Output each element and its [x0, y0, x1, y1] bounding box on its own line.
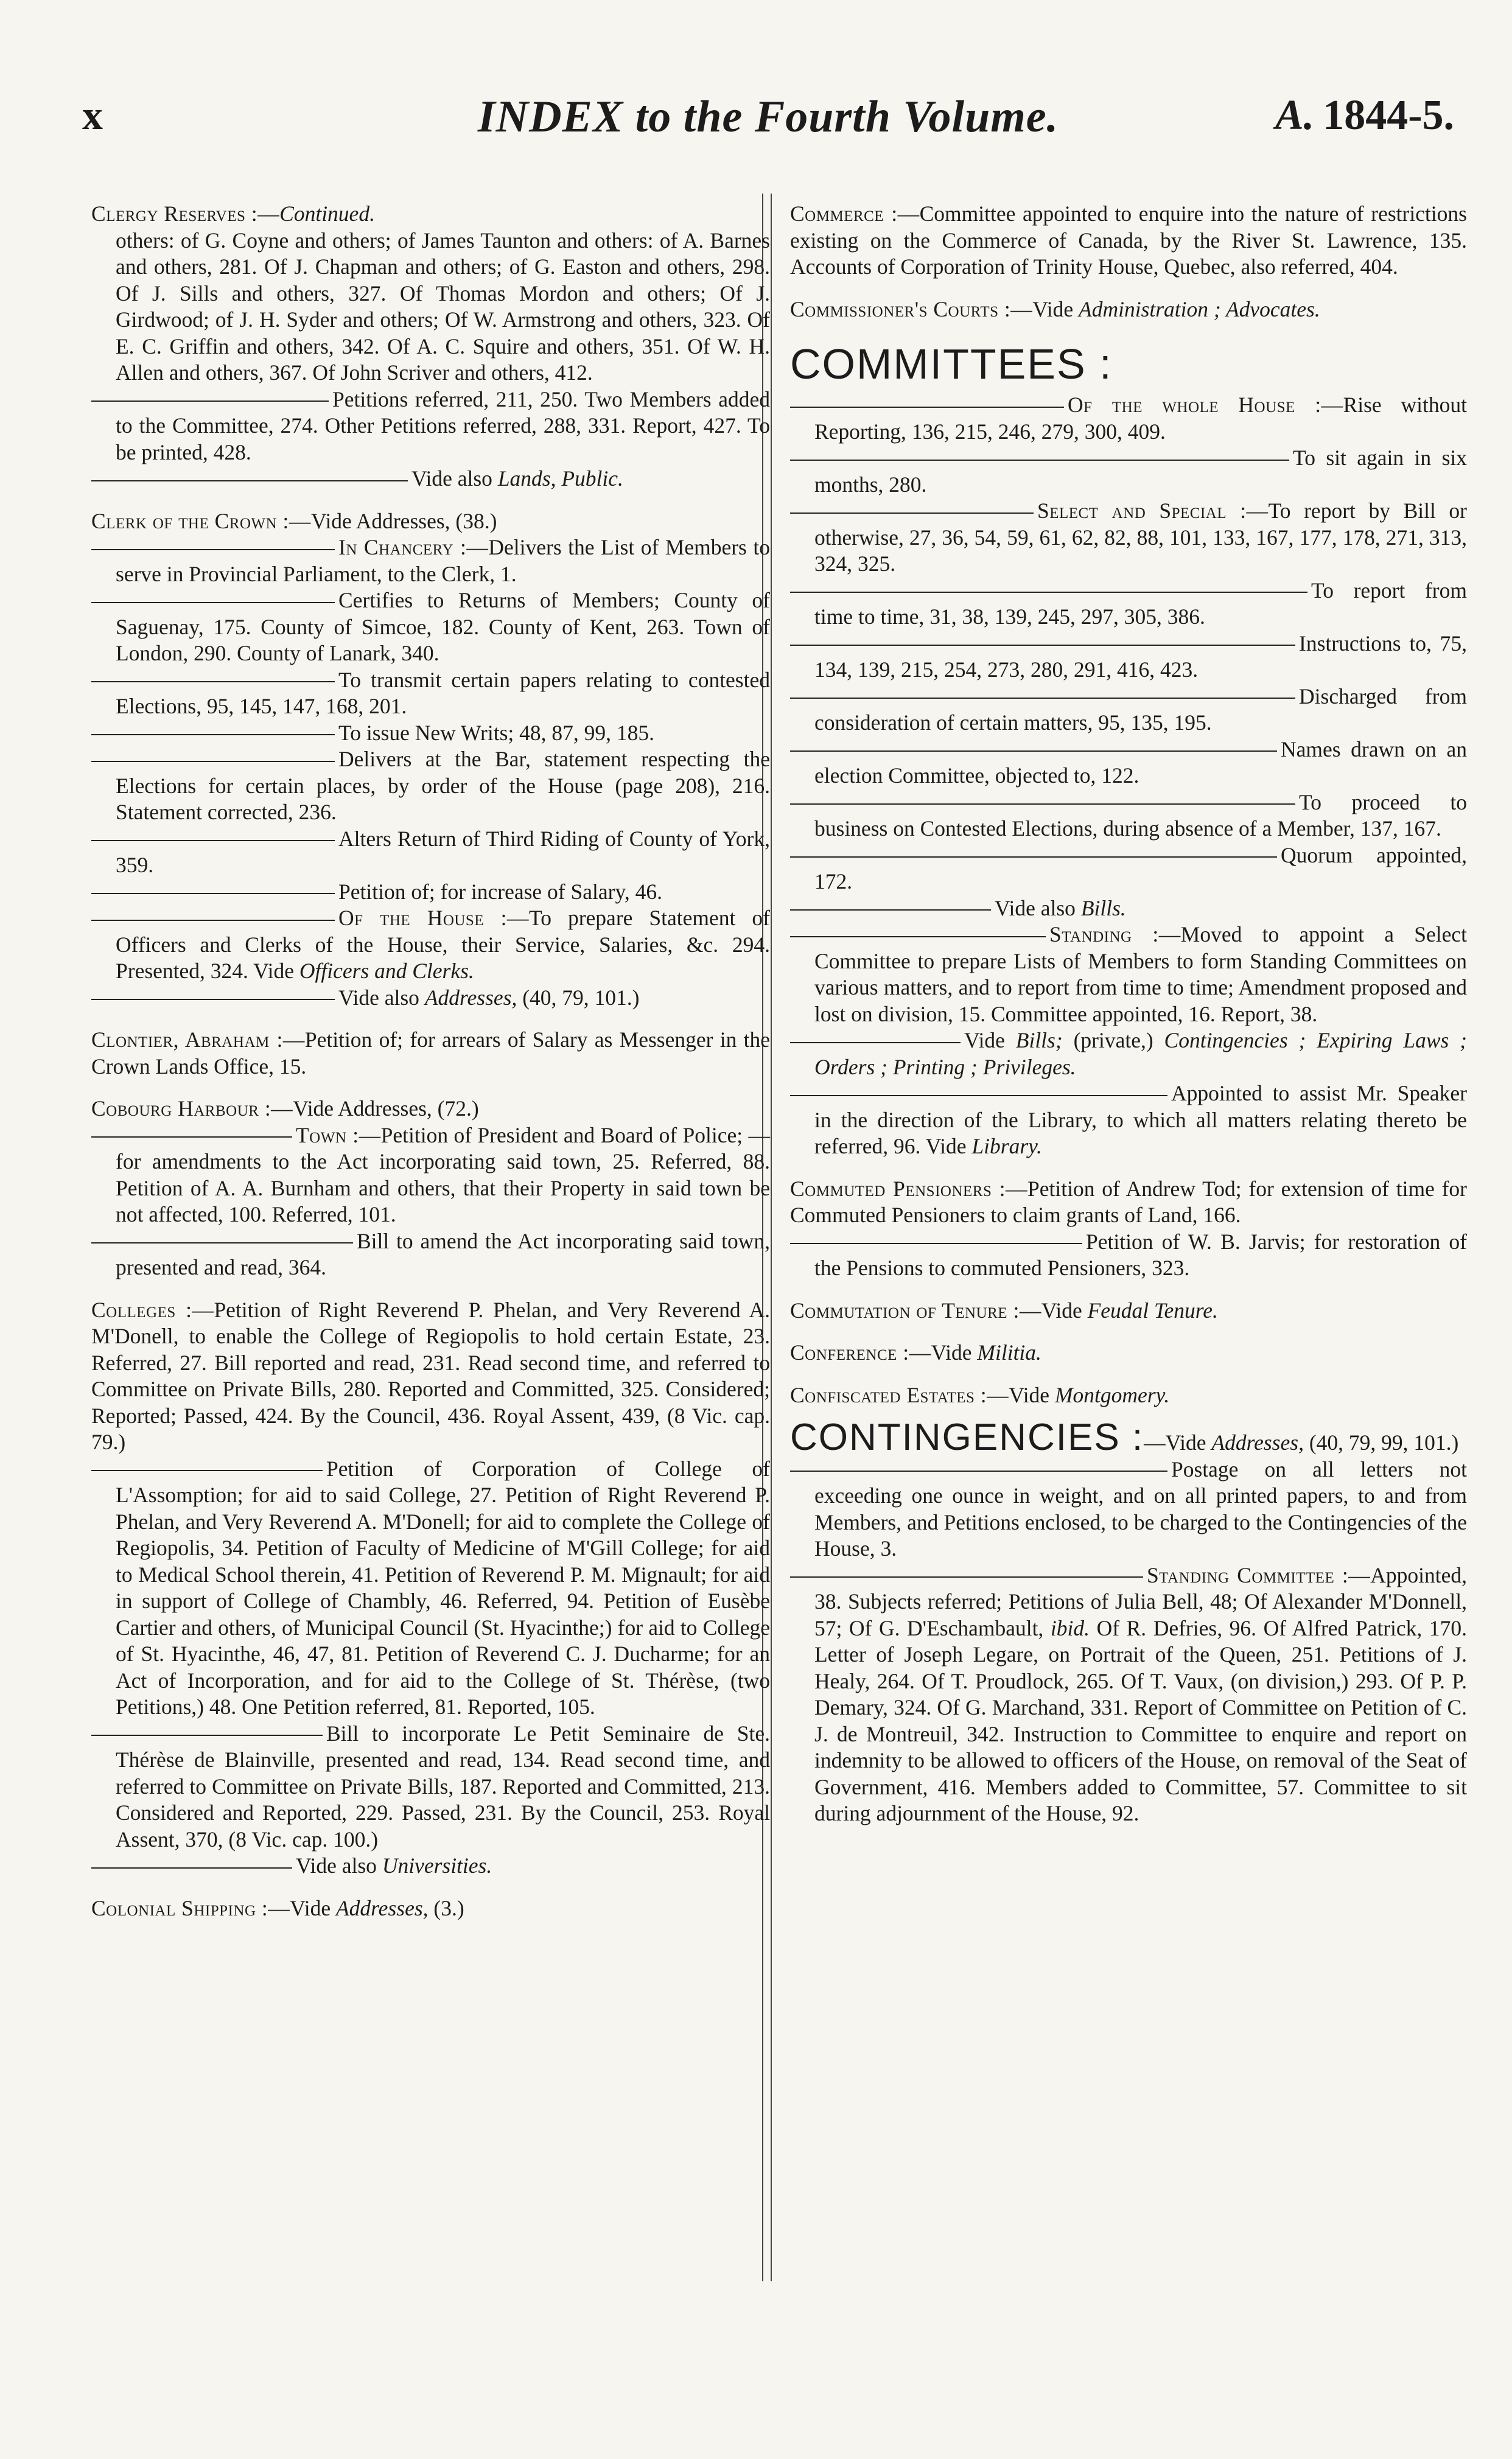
- entry-commuted-pensioners: [790, 1176, 1467, 1282]
- rule-dash: [790, 460, 1289, 461]
- continued-note: Continued.: [279, 201, 375, 226]
- sub-entry: Of the House :—To prepare Statement of Officers and Clerks of the House, their Service, Salaries, &c. 294. Presented, 324. Vide Officers and Clerks.: [91, 905, 770, 985]
- sub-entry: Town :—Petition of President and Board of Police; —for amendments to the Act incorporating said town, 25. Referred, 88. Petition of A. A. Burnham and others, that their Property in said town be not affected, 100. Referred, 101.: [91, 1122, 770, 1228]
- rule-dash: [790, 512, 1034, 514]
- page-title: INDEX to the Fourth Volume.: [477, 92, 1059, 142]
- entry-contingencies: CONTINGENCIES :—Vide Addresses, (40, 79, 99, 101.) Postage on all letters not exceeding one ounce in weight, and on all printed papers, to and from Members, and Petitions enclosed, to be charged to the Contingencies of the House, 3. Standing Committee :—Appointed, 38. Subjects referred; Petitions of Julia Bell, 48; Of Alexander M'Donnell, 57; Of G. D'Eschambault, ibid. Of R. Defries, 96. Of Alfred Patrick, 170. Letter of Joseph Legare, on Portrait of the Queen, 251. Petitions of J. Healy, 264. Of T. Proudlock, 265. Of T. Vaux, (on division,) 293. Of P. P. Demary, 324. Of G. Marchand, 331. Report of Committee on Petition of C. J. de Montreuil, 342. Instruction to Committee to enquire and report on indemnity to be allowed to officers of the House, on removal of the Seat of Government, 416. Members added to Committee, 57. Committee to sit during adjournment of the House, 92.: [790, 1424, 1467, 1827]
- rule-dash: [790, 645, 1295, 646]
- entry-colleges: [91, 1297, 770, 1880]
- rule-dash: [91, 920, 335, 921]
- sub-entry: In Chancery :—Delivers the List of Members to serve in Provincial Parliament, to the Clerk, 1.: [91, 534, 770, 587]
- rule-dash: [790, 407, 1064, 408]
- page-numeral: x: [82, 92, 103, 138]
- entry-heading: Commutation of Tenure :—: [790, 1298, 1041, 1323]
- rule-dash: [91, 893, 335, 894]
- entry-heading: Colleges :—: [91, 1297, 214, 1322]
- sub-entry: Vide also Bills.: [790, 895, 1467, 922]
- sub-entry: Petition of W. B. Jarvis; for restoration of the Pensions to commuted Pensioners, 323.: [790, 1229, 1467, 1282]
- entry-commerce: [790, 201, 1467, 281]
- rule-dash: [790, 1243, 1082, 1244]
- rule-dash: [91, 1136, 292, 1138]
- rule-dash: [790, 1095, 1167, 1096]
- entry-heading: Commerce :—: [790, 201, 920, 226]
- sub-entry: Instructions to, 75, 134, 139, 215, 254, 273, 280, 291, 416, 423.: [790, 631, 1467, 684]
- entry-heading: Clontier, Abraham :—: [91, 1027, 305, 1052]
- entry-clontier-abraham: [91, 1027, 770, 1080]
- entry-committees: [790, 338, 1467, 1160]
- sub-entry: Of the whole House :—Rise without Reporting, 136, 215, 246, 279, 300, 409.: [790, 392, 1467, 445]
- entry-text: Petition of; for arrears of Salary as Messenger in the Crown Lands Office, 15.: [91, 1027, 770, 1079]
- sub-entry: Vide also Universities.: [91, 1853, 770, 1880]
- entry-heading: Cobourg Harbour :—: [91, 1096, 293, 1121]
- rule-dash: [790, 1471, 1167, 1472]
- right-column: [790, 201, 1467, 1843]
- left-column: [91, 201, 770, 1937]
- sub-entry: Names drawn on an election Committee, objected to, 122.: [790, 736, 1467, 789]
- sub-entry: Bill to amend the Act incorporating said town, presented and read, 364.: [91, 1228, 770, 1281]
- page-year: [1275, 91, 1454, 140]
- entry-heading: Commissioner's Courts :—: [790, 296, 1033, 321]
- rule-dash: [91, 1867, 292, 1869]
- sub-entry: To transmit certain papers relating to contested Elections, 95, 145, 147, 168, 201.: [91, 667, 770, 720]
- rule-dash: [91, 1735, 323, 1736]
- rule-dash: [790, 856, 1277, 858]
- sub-entry: Standing Committee :—Appointed, 38. Subjects referred; Petitions of Julia Bell, 48; Of Alexander M'Donnell, 57; Of G. D'Eschambault, ibid. Of R. Defries, 96. Of Alfred Patrick, 170. Letter of Joseph Legare, on Portrait of the Queen, 251. Petitions of J. Healy, 264. Of T. Proudlock, 265. Of T. Vaux, (on division,) 293. Of P. P. Demary, 324. Of G. Marchand, 331. Report of Committee on Petition of C. J. de Montreuil, 342. Instruction to Committee to enquire and report on indemnity to be allowed to officers of the House, on removal of the Seat of Government, 416. Members added to Committee, 57. Committee to sit during adjournment of the House, 92.: [790, 1562, 1467, 1827]
- entry-heading: Clergy Reserves :—: [91, 201, 280, 226]
- entry-text: Vide Addresses, (38.): [310, 508, 497, 533]
- sub-entry: Quorum appointed, 172.: [790, 842, 1467, 895]
- sub-entry: Vide also Addresses, (40, 79, 101.): [91, 985, 770, 1012]
- entry-clerk-of-the-crown: [91, 508, 770, 1012]
- rule-dash: [790, 936, 1046, 937]
- rule-dash: [91, 734, 335, 735]
- sub-entry: Vide also Lands, Public.: [91, 466, 770, 492]
- entry-clergy-reserves: [91, 201, 770, 492]
- sub-entry: Petition of; for increase of Salary, 46.: [91, 879, 770, 906]
- rule-dash: [91, 602, 335, 603]
- entry-cobourg-harbour: [91, 1096, 770, 1281]
- sub-entry: Appointed to assist Mr. Speaker in the direction of the Library, to which all matters relating thereto be referred, 96. Vide Library.: [790, 1080, 1467, 1160]
- rule-dash: [91, 480, 408, 481]
- rule-dash: [91, 1470, 323, 1471]
- section-heading-contingencies: CONTINGENCIES :: [790, 1416, 1144, 1458]
- sub-entry: To report from time to time, 31, 38, 139, 245, 297, 305, 386.: [790, 578, 1467, 631]
- rule-dash: [790, 1576, 1143, 1578]
- entry-text: Committee appointed to enquire into the nature of restrictions existing on the Commerce of Canada, by the River St. Lawrence, 135. Accounts of Corporation of Trinity House, Quebec, also referred, 404.: [790, 201, 1467, 279]
- sub-entry: Certifies to Returns of Members; County of Saguenay, 175. County of Simcoe, 182. County of Kent, 263. Town of London, 290. County of Lanark, 340.: [91, 587, 770, 667]
- rule-dash: [790, 698, 1295, 699]
- rule-dash: [91, 1242, 353, 1243]
- rule-dash: [91, 549, 335, 550]
- year-letter: A.: [1275, 92, 1315, 139]
- sub-entry: To issue New Writs; 48, 87, 99, 185.: [91, 720, 770, 747]
- entry-heading: Clerk of the Crown :—: [91, 508, 311, 533]
- rule-dash: [790, 750, 1277, 752]
- entry-text: Petition of Right Reverend P. Phelan, and Very Reverend A. M'Donell, to enable the College of Regiopolis to hold certain Estate, 23. Referred, 27. Bill reported and read, 231. Read second time, and referred to Committee on Private Bills, 280. Reported and Committed, 325. Considered; Reported; Passed, 424. By the Council, 436. Royal Assent, 439, (8 Vic. cap. 79.): [91, 1297, 770, 1454]
- section-heading-committees: COMMITTEES :: [790, 340, 1113, 388]
- sub-entry: Vide Bills; (private,) Contingencies ; Expiring Laws ; Orders ; Printing ; Privileges.: [790, 1027, 1467, 1080]
- sub-entry: Petition of Corporation of College of L'Assomption; for aid to said College, 27. Petition of Right Reverend P. Phelan, and Very Reverend A. M'Donell; for aid to complete the College of Regiopolis, 34. Petition of Faculty of Medicine of M'Gill College; for aid to Medical School therein, 41. Petition of Reverend P. M. Mignault; for aid in support of College of Chambly, 46. Referred, 94. Petition of Eusèbe Cartier and others, of Municipal Council (St. Hyacinthe;) for aid to College of St. Hyacinthe, 46, 47, 81. Petition of Reverend C. J. Ducharme; for an Act of Incorporation, and for aid to the College of St. Thérèse, (two Petitions,) 48. One Petition referred, 81. Reported, 105.: [91, 1456, 770, 1721]
- rule-dash: [91, 761, 335, 762]
- entry-heading: Conference :—: [790, 1340, 931, 1365]
- sub-entry: To sit again in six months, 280.: [790, 445, 1467, 498]
- rule-dash: [91, 681, 335, 682]
- entry-text: Vide Addresses, (72.): [293, 1096, 479, 1121]
- sub-entry: Discharged from consideration of certain matters, 95, 135, 195.: [790, 684, 1467, 736]
- sub-entry: Bill to incorporate Le Petit Seminaire de Ste. Thérèse de Blainville, presented and read, 134. Read second time, and referred to Committee on Private Bills, 187. Reported and Committed, 213. Considered and Reported, 229. Passed, 231. By the Council, 253. Royal Assent, 370, (8 Vic. cap. 100.): [91, 1721, 770, 1853]
- sub-entry: Alters Return of Third Riding of County of York, 359.: [91, 826, 770, 879]
- rule-dash: [790, 803, 1295, 805]
- entry-text: others: of G. Coyne and others; of James Taunton and others: of A. Barnes and others, 281. Of J. Chapman and others; of G. Easton and others, 298. Of J. Sills and others, 327. Of Thomas Mordon and others; Of J. Girdwood; of J. H. Syder and others; Of W. Armstrong and others, 323. Of E. C. Griffin and others, 342. Of A. C. Squire and others, 351. Of W. H. Allen and others, 367. Of John Scriver and others, 412.: [116, 228, 770, 385]
- sub-entry: Postage on all letters not exceeding one ounce in weight, and on all printed papers, to and from Members, and Petitions enclosed, to be charged to the Contingencies of the House, 3.: [790, 1457, 1467, 1562]
- year-value: 1844-5.: [1323, 92, 1454, 139]
- entry-heading: Colonial Shipping :—: [91, 1895, 290, 1920]
- sub-entry: Delivers at the Bar, statement respecting the Elections for certain places, by order of the House (page 208), 216. Statement corrected, 236.: [91, 746, 770, 826]
- running-head: [82, 91, 1454, 152]
- rule-dash: [91, 999, 335, 1000]
- rule-dash: [790, 592, 1307, 593]
- sub-entry: Select and Special :—To report by Bill or otherwise, 27, 36, 54, 59, 61, 62, 82, 88, 101, 133, 167, 177, 178, 271, 313, 324, 325.: [790, 498, 1467, 578]
- entry-text: Petition of Andrew Tod; for extension of time for Commuted Pensioners to claim grants of Land, 166.: [790, 1176, 1467, 1227]
- sub-entry: Standing :—Moved to appoint a Select Committee to prepare Lists of Members to form Standing Committees on various matters, and to report from time to time; Amendment proposed and lost on division, 15. Committee appointed, 16. Report, 38.: [790, 922, 1467, 1027]
- rule-dash: [790, 909, 991, 911]
- rule-dash: [91, 401, 329, 402]
- sub-entry: Petitions referred, 211, 250. Two Members added to the Committee, 274. Other Petitions referred, 288, 331. Report, 427. To be printed, 428.: [91, 387, 770, 466]
- rule-dash: [91, 840, 335, 841]
- entry-confiscated-estates: Confiscated Estates :—Vide Montgomery.: [790, 1382, 1170, 1407]
- entry-commutation-of-tenure: Commutation of Tenure :—Vide Feudal Tenure.: [790, 1298, 1218, 1323]
- entry-colonial-shipping: Colonial Shipping :—Vide Addresses, (3.): [91, 1895, 464, 1920]
- sub-entry: To proceed to business on Contested Elections, during absence of a Member, 137, 167.: [790, 789, 1467, 842]
- entry-heading: Confiscated Estates :—: [790, 1382, 1009, 1407]
- entry-conference: Conference :—Vide Militia.: [790, 1340, 1041, 1365]
- rule-dash: [790, 1042, 961, 1043]
- entry-heading: Commuted Pensioners :—: [790, 1176, 1027, 1201]
- entry-commissioners-courts: Commissioner's Courts :—Vide Administration ; Advocates.: [790, 296, 1320, 321]
